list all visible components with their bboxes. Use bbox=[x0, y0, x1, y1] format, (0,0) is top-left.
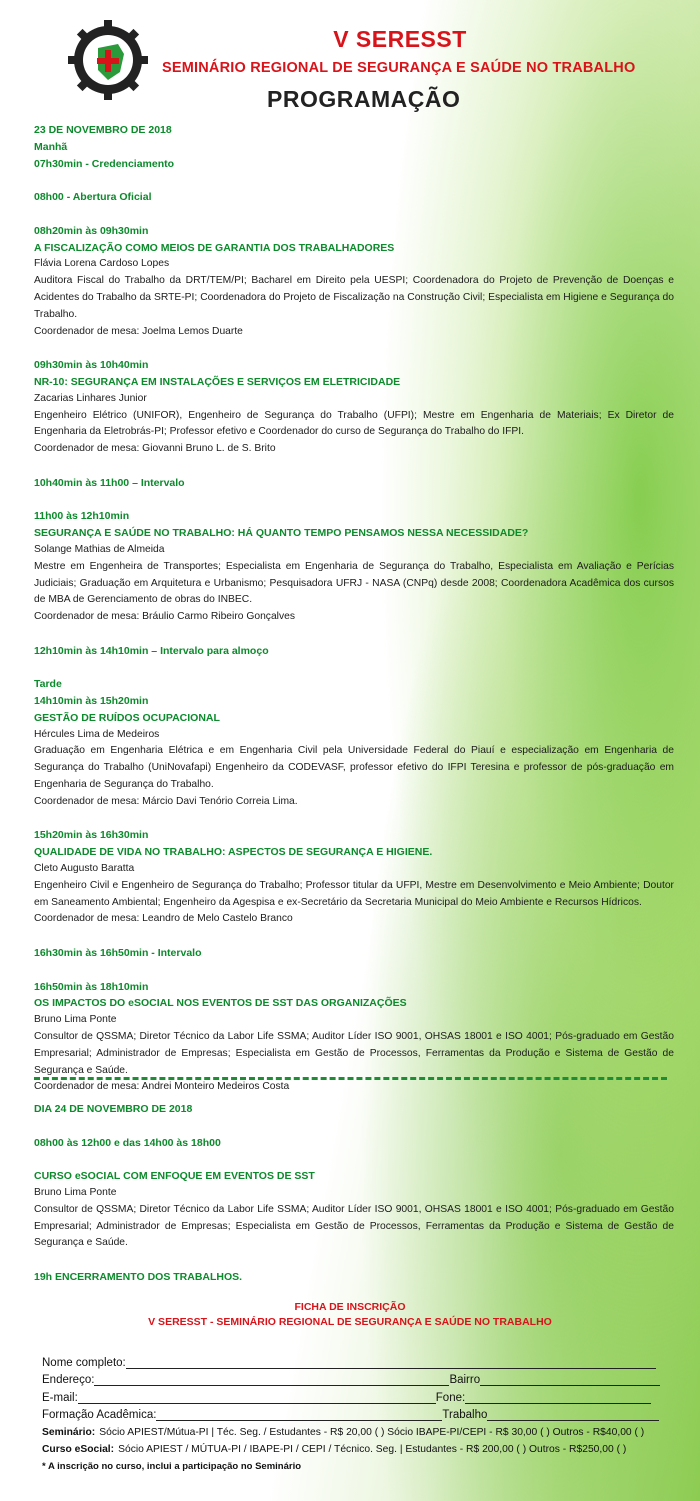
session-time: 09h30min às 10h40min bbox=[34, 359, 149, 372]
session-title: OS IMPACTOS DO eSOCIAL NOS EVENTOS DE SST DAS ORGANIZAÇÕES bbox=[34, 997, 407, 1010]
program-content bbox=[34, 122, 674, 1096]
closing-note: 19h ENCERRAMENTO DOS TRABALHOS. bbox=[34, 1270, 243, 1283]
address-label: Endereço: bbox=[42, 1374, 95, 1387]
phone-field[interactable] bbox=[465, 1391, 651, 1404]
session-speaker: Solange Mathias de Almeida bbox=[34, 543, 165, 555]
seminar-label: Seminário: bbox=[42, 1426, 96, 1438]
session-title: SEGURANÇA E SAÚDE NO TRABALHO: HÁ QUANTO TEMPO PENSAMOS NESSA NECESSIDADE? bbox=[34, 527, 529, 540]
full-name-field[interactable] bbox=[126, 1356, 656, 1369]
session-bio: Engenheiro Elétrico (UNIFOR), Engenheiro de Segurança do Trabalho (UFPI); Mestre em Engenharia de Materiais; Ex Diretor de Engenharia da Eletrobrás-PI; Professor efetivo e Coordenador do curso de Segurança do Trabalho do IFPI. bbox=[34, 409, 674, 438]
course-speaker: Bruno Lima Ponte bbox=[34, 1186, 117, 1198]
work-label: Trabalho bbox=[442, 1408, 488, 1421]
address-field[interactable] bbox=[94, 1373, 449, 1386]
work-field[interactable] bbox=[487, 1408, 659, 1421]
session-coordinator: Coordenador de mesa: Andrei Monteiro Medeiros Costa bbox=[34, 1081, 290, 1093]
session-speaker: Hércules Lima de Medeiros bbox=[34, 728, 160, 740]
session-bio: Mestre em Engenheira de Transportes; Especialista em Engenharia de Segurança do Trabalho, Especialista em Avaliação e Perícias Judiciais; Graduação em Arquitetura e Urbanismo; Pesquisadora UFRJ - NASA (CNPq) desde 2008; Coordenadora Acadêmica dos cursos de MBA de Gerenciamento de obras do INBEC. bbox=[34, 560, 674, 606]
phone-label: Fone: bbox=[435, 1391, 466, 1404]
session-bio: Engenheiro Civil e Engenheiro de Segurança do Trabalho; Professor titular da UFPI, Mestre em Desenvolvimento e Meio Ambiente; Doutor em Saneamento Ambiental; Engenheiro da Agespisa e ex-Secretário da Secretaria Municipal do Meio Ambiente e Recursos Hídricos. bbox=[34, 879, 674, 908]
course-options[interactable]: Sócio APIEST / MÚTUA-PI / IBAPE-PI / CEPI / Técnico. Seg. | Estudantes - R$ 200,00 ( ) Outros - R$250,00 ( ) bbox=[118, 1444, 627, 1456]
session-coordinator: Coordenador de mesa: Bráulio Carmo Ribeiro Gonçalves bbox=[34, 611, 295, 623]
form-row-course bbox=[42, 1438, 662, 1455]
neighborhood-label: Bairro bbox=[449, 1374, 481, 1387]
session-break: 16h30min às 16h50min - Intervalo bbox=[34, 947, 202, 960]
session-speaker: Flávia Lorena Cardoso Lopes bbox=[34, 258, 170, 270]
course-title: CURSO eSOCIAL COM ENFOQUE EM EVENTOS DE SST bbox=[34, 1170, 315, 1183]
day2-time: 08h00 às 12h00 e das 14h00 às 18h00 bbox=[34, 1136, 221, 1149]
session-bio: Graduação em Engenharia Elétrica e em Engenharia Civil pela Universidade Federal do Piauí e especialização em Engenharia de Segurança do Trabalho (UniNovafapi) Engenheiro da CODEVASF, professor efetivo do IFPI Teresina e professor de pós-graduação em Engenharia de Segurança do Trabalho. bbox=[34, 745, 674, 791]
form-note: * A inscrição no curso, inclui a participação no Seminário bbox=[42, 1461, 302, 1473]
session-title: NR-10: SEGURANÇA EM INSTALAÇÕES E SERVIÇOS EM ELETRICIDADE bbox=[34, 375, 401, 388]
session-bio: Consultor de QSSMA; Diretor Técnico da Labor Life SSMA; Auditor Líder ISO 9001, OHSAS 18001 e ISO 4001; Pós-graduado em Gestão Empresarial; Administrador de Empresas; Especialista em Gestão de Processos, Ferramentas da Produção e Sistema de Gestão de Segurança e Saúde. bbox=[34, 1031, 674, 1076]
registration-title: FICHA DE INSCRIÇÃO bbox=[294, 1301, 406, 1313]
session-time: 16h50min às 18h10min bbox=[34, 980, 149, 993]
session-time: 08h20min às 09h30min bbox=[34, 224, 149, 237]
form-row-address bbox=[42, 1369, 662, 1386]
session-coordinator: Coordenador de mesa: Márcio Davi Tenório Correia Lima. bbox=[34, 795, 298, 807]
event-subtitle: SEMINÁRIO REGIONAL DE SEGURANÇA E SAÚDE NO TRABALHO bbox=[162, 60, 636, 76]
email-label: E-mail: bbox=[42, 1391, 78, 1404]
session-title: A FISCALIZAÇÃO COMO MEIOS DE GARANTIA DOS TRABALHADORES bbox=[34, 241, 395, 254]
session-coordinator: Coordenador de mesa: Giovanni Bruno L. de S. Brito bbox=[34, 443, 276, 455]
session-lunch: 12h10min às 14h10min – Intervalo para almoço bbox=[34, 644, 269, 657]
session-title: QUALIDADE DE VIDA NO TRABALHO: ASPECTOS DE SEGURANÇA E HIGIENE. bbox=[34, 846, 433, 859]
seminar-options[interactable]: Sócio APIEST/Mútua-PI | Téc. Seg. / Estudantes - R$ 20,00 ( ) Sócio IBAPE-PI/CEPI - R$ 30,00 ( ) Outros - R$40,00 ( ) bbox=[99, 1426, 645, 1438]
morning-label: Manhã bbox=[34, 140, 68, 153]
registration-header bbox=[0, 1300, 700, 1330]
day2-date: DIA 24 DE NOVEMBRO DE 2018 bbox=[34, 1103, 193, 1115]
course-bio: Consultor de QSSMA; Diretor Técnico da Labor Life SSMA; Auditor Líder ISO 9001, OHSAS 18001 e ISO 4001; Pós-graduado em Gestão Empresarial; Administrador de Empresas; Especialista em Gestão de Processos, Ferramentas da Produção e Sistema de Gestão de Segurança e Saúde. bbox=[34, 1203, 674, 1249]
program-heading: PROGRAMAÇÃO bbox=[267, 86, 461, 112]
session-speaker: Bruno Lima Ponte bbox=[34, 1014, 117, 1026]
form-row-name bbox=[42, 1352, 662, 1369]
session-time: 15h20min às 16h30min bbox=[34, 829, 149, 842]
session-break: 10h40min às 11h00 – Intervalo bbox=[34, 476, 185, 489]
email-field[interactable] bbox=[78, 1391, 436, 1404]
event-title: V SERESST bbox=[333, 26, 467, 52]
day2-content bbox=[34, 1101, 674, 1286]
session-time: 14h10min às 15h20min bbox=[34, 695, 149, 708]
afternoon-label: Tarde bbox=[34, 678, 62, 691]
education-label: Formação Acadêmica: bbox=[42, 1408, 157, 1421]
registration-form bbox=[42, 1352, 662, 1472]
course-label: Curso eSocial: bbox=[42, 1444, 115, 1456]
session-title: GESTÃO DE RUÍDOS OCUPACIONAL bbox=[34, 711, 220, 724]
form-row-education bbox=[42, 1404, 662, 1421]
form-row-email bbox=[42, 1386, 662, 1403]
full-name-label: Nome completo: bbox=[42, 1357, 126, 1370]
session-bio: Auditora Fiscal do Trabalho da DRT/TEM/PI; Bacharel em Direito pela UESPI; Coordenadora do Projeto de Prevenção de Doenças e Acidentes do Trabalho da SRTE-PI; Coordenadora do Projeto de Fiscalização na Construção Civil; Especialista em Higiene e Segurança do Trabalho. bbox=[34, 275, 674, 320]
session-speaker: Zacarias Linhares Junior bbox=[34, 392, 147, 404]
day1-date: 23 DE NOVEMBRO DE 2018 bbox=[34, 124, 172, 136]
education-field[interactable] bbox=[156, 1408, 442, 1421]
neighborhood-field[interactable] bbox=[480, 1373, 660, 1386]
section-divider bbox=[34, 1077, 667, 1080]
session-coordinator: Coordenador de mesa: Leandro de Melo Castelo Branco bbox=[34, 913, 293, 925]
session-abertura: 08h00 - Abertura Oficial bbox=[34, 191, 152, 204]
session-credenciamento: 07h30min - Credenciamento bbox=[34, 157, 175, 170]
session-speaker: Cleto Augusto Baratta bbox=[34, 863, 135, 875]
form-row-seminar bbox=[42, 1421, 662, 1438]
registration-subtitle: V SERESST - SEMINÁRIO REGIONAL DE SEGURANÇA E SAÚDE NO TRABALHO bbox=[148, 1316, 552, 1328]
session-coordinator: Coordenador de mesa: Joelma Lemos Duarte bbox=[34, 325, 243, 337]
session-time: 11h00 às 12h10min bbox=[34, 510, 130, 523]
